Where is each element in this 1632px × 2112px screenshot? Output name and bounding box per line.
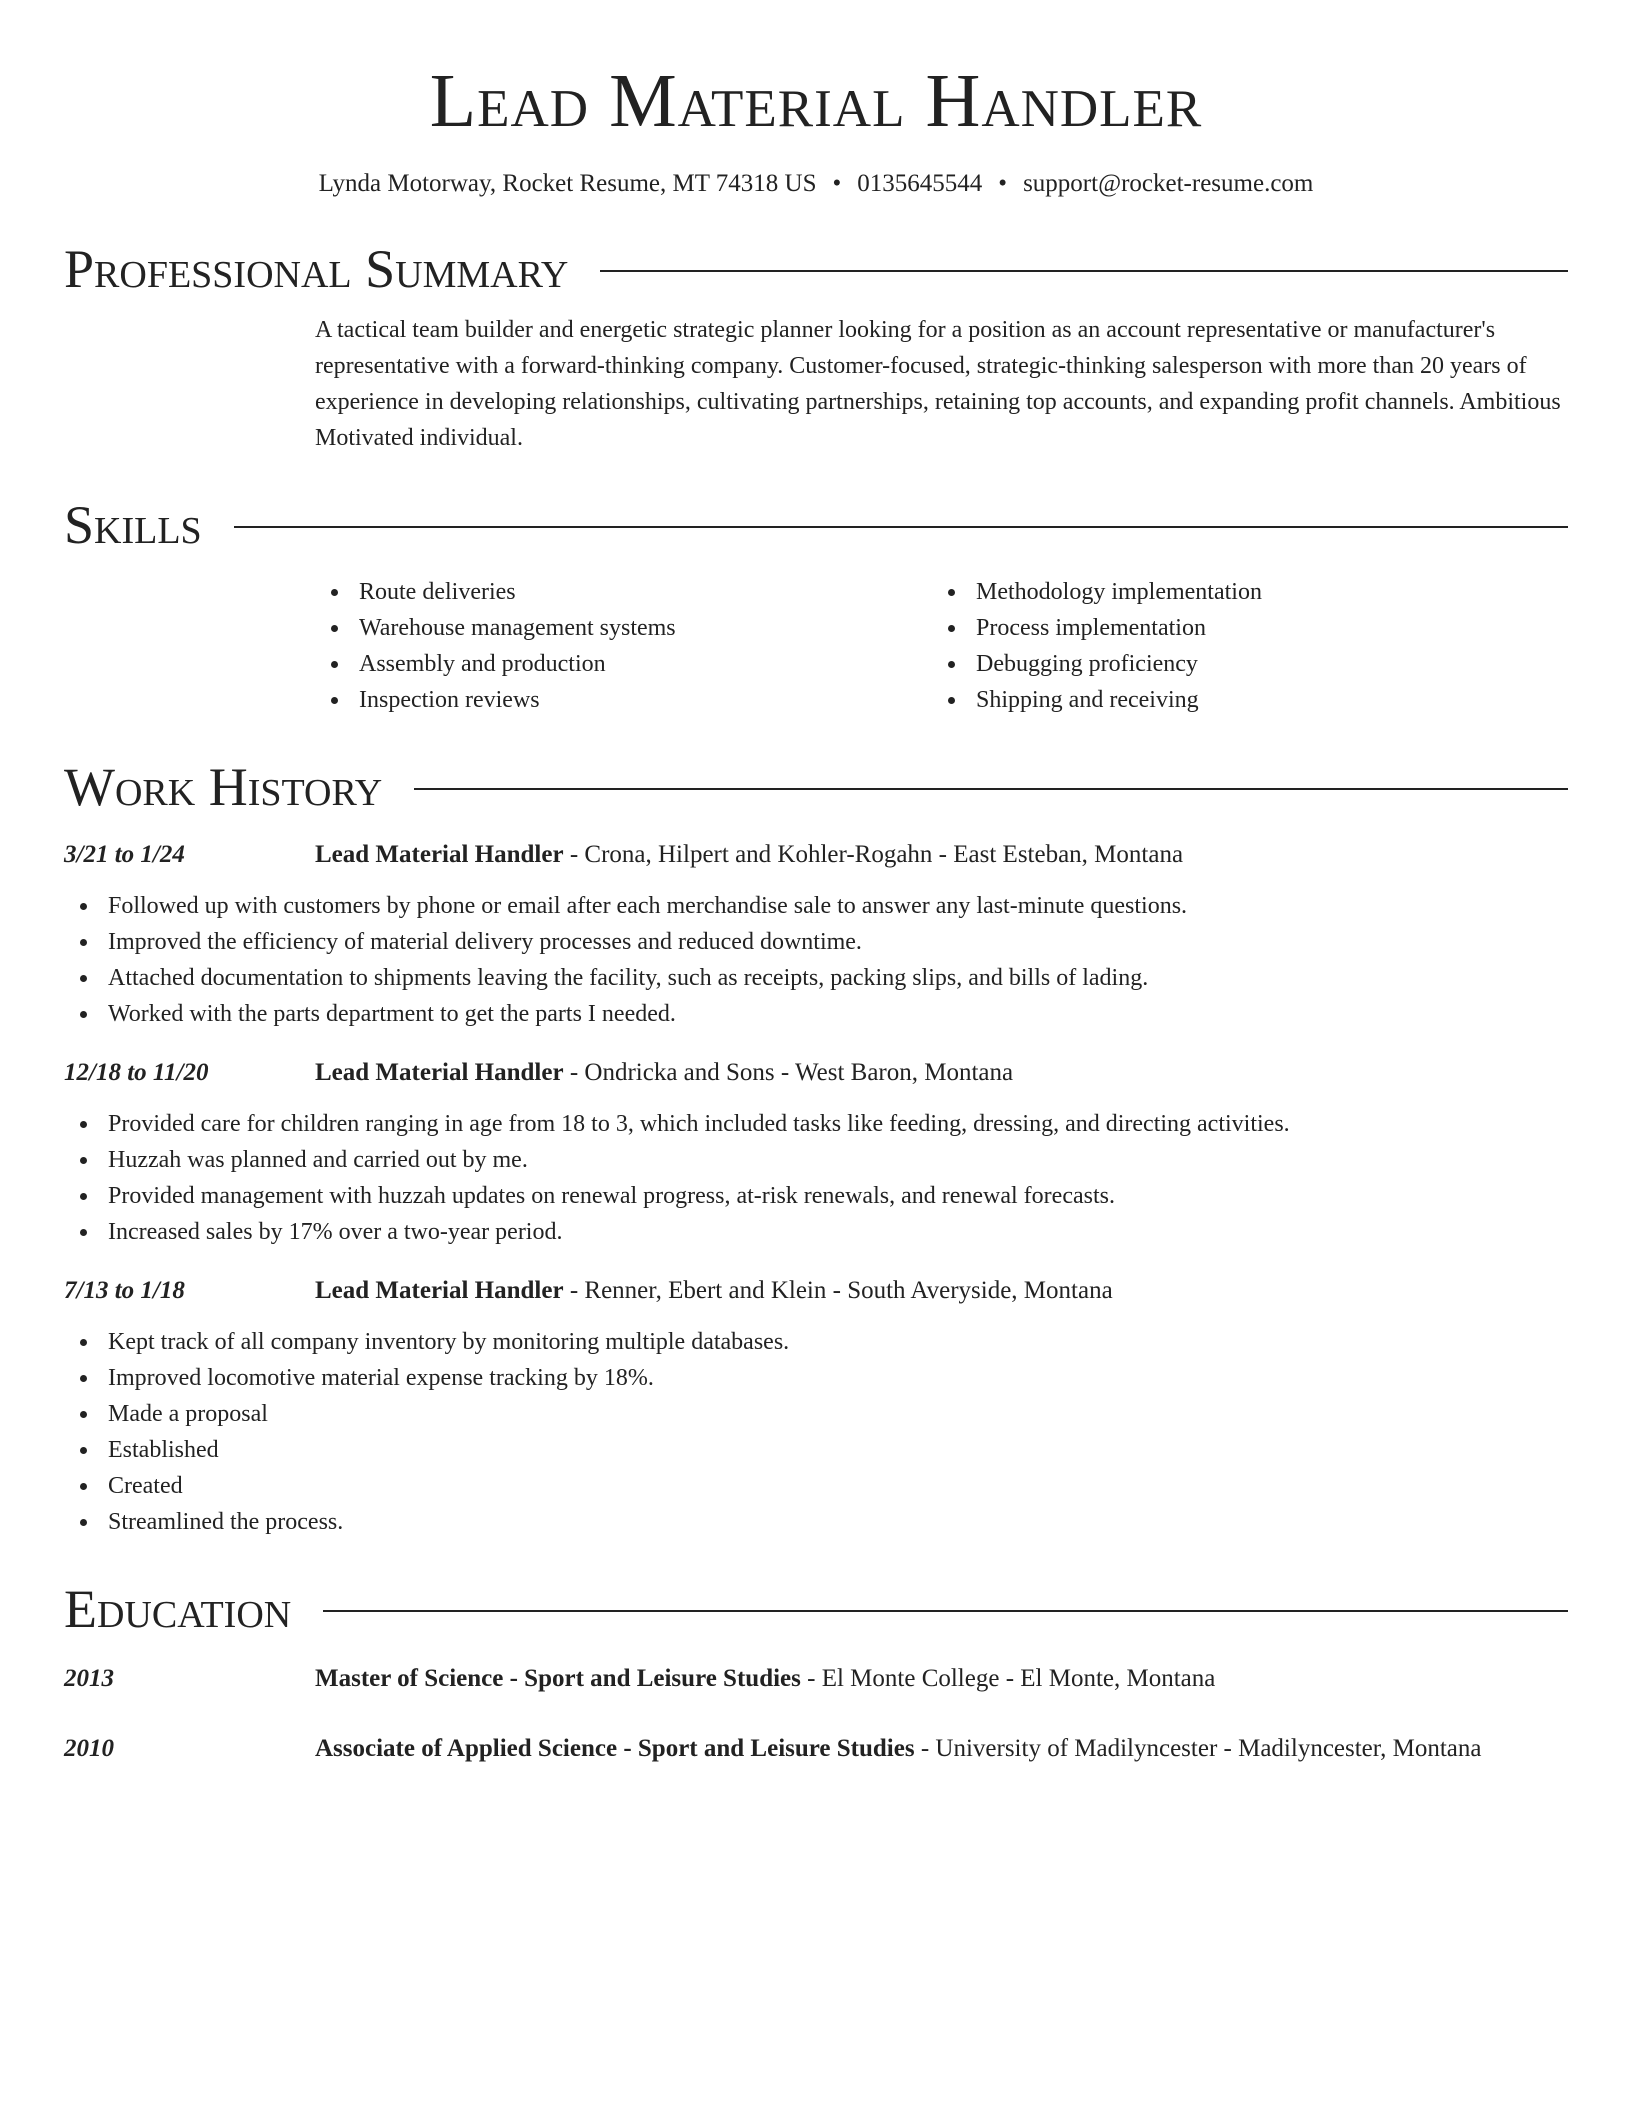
job-bullet: Kept track of all company inventory by monitoring multiple databases. [64, 1324, 1568, 1360]
skill-item: Debugging proficiency [932, 646, 1549, 682]
section-title-education: Education [64, 1579, 292, 1639]
contact-separator: • [832, 170, 842, 197]
education-entry [64, 1732, 1568, 1766]
education-year: 2013 [64, 1665, 114, 1692]
section-title-summary: Professional Summary [64, 239, 569, 299]
education-degree: Associate of Applied Science - Sport and Leisure Studies [315, 1735, 915, 1762]
work-history [64, 838, 1568, 1540]
section-title-skills: Skills [64, 495, 202, 555]
job-dates: 12/18 to 11/20 [64, 1059, 209, 1086]
skills-list [315, 574, 1568, 718]
job-bullet: Improved locomotive material expense tracking by 18%. [64, 1360, 1568, 1396]
job-bullet: Made a proposal [64, 1396, 1568, 1432]
job-title: Lead Material Handler [315, 1277, 564, 1304]
skill-item: Route deliveries [315, 574, 932, 610]
contact-phone: 0135645544 [857, 170, 983, 197]
job-bullet: Created [64, 1468, 1568, 1504]
section-divider [600, 270, 1568, 272]
education-degree: Master of Science - Sport and Leisure Studies [315, 1665, 801, 1692]
education-heading [315, 1732, 1481, 1766]
candidate-name: Lead Material Handler [429, 59, 1203, 143]
skill-item: Assembly and production [315, 646, 932, 682]
job-heading [315, 838, 1183, 872]
job-header [64, 1274, 1568, 1308]
education-entry [64, 1662, 1568, 1696]
job-bullets [64, 1324, 1568, 1540]
education-year: 2010 [64, 1735, 114, 1762]
job-header [64, 838, 1568, 872]
job-bullet: Established [64, 1432, 1568, 1468]
job-bullet: Followed up with customers by phone or email after each merchandise sale to answer any last-minute questions. [64, 888, 1568, 924]
job-title: Lead Material Handler [315, 841, 564, 868]
section-title-work: Work History [64, 757, 383, 817]
job-bullet: Increased sales by 17% over a two-year period. [64, 1214, 1568, 1250]
contact-separator: • [998, 170, 1008, 197]
job-employer: - Renner, Ebert and Klein - South Averyside, Montana [563, 1277, 1113, 1304]
job-employer: - Crona, Hilpert and Kohler-Rogahn - East Esteban, Montana [563, 841, 1184, 868]
education-school: - El Monte College - El Monte, Montana [800, 1665, 1216, 1692]
job-heading [315, 1274, 1113, 1308]
job-heading [315, 1056, 1013, 1090]
education-list [64, 1662, 1568, 1766]
skill-item: Inspection reviews [315, 682, 932, 718]
job-bullet: Worked with the parts department to get the parts I needed. [64, 996, 1568, 1032]
skill-item: Shipping and receiving [932, 682, 1549, 718]
job-bullet: Provided management with huzzah updates on renewal progress, at-risk renewals, and renewal forecasts. [64, 1178, 1568, 1214]
job-bullet: Attached documentation to shipments leaving the facility, such as receipts, packing slips, and bills of lading. [64, 960, 1568, 996]
job-entry [64, 838, 1568, 1032]
skill-item: Warehouse management systems [315, 610, 932, 646]
skills-section-header [64, 494, 1568, 556]
section-divider [234, 526, 1568, 528]
contact-line [64, 168, 1568, 200]
skill-item: Methodology implementation [932, 574, 1549, 610]
job-bullet: Improved the efficiency of material delivery processes and reduced downtime. [64, 924, 1568, 960]
job-bullets [64, 888, 1568, 1032]
job-entry [64, 1056, 1568, 1250]
section-divider [414, 788, 1568, 790]
summary-section-header [64, 238, 1568, 300]
summary-text: A tactical team builder and energetic strategic planner looking for a position as an account representative or manufacturer's representative with a forward-thinking company. Customer-focused, strategic-thinking salesperson with more than 20 years of experience in developing relationships, cultivating partnerships, retaining top accounts, and expanding profit channels. Ambitious Motivated individual. [315, 317, 1561, 451]
job-bullet: Huzzah was planned and carried out by me. [64, 1142, 1568, 1178]
job-header [64, 1056, 1568, 1090]
job-entry [64, 1274, 1568, 1540]
education-section-header [64, 1578, 1568, 1640]
education-heading [315, 1662, 1215, 1696]
work-section-header [64, 756, 1568, 818]
skills-column-left [315, 574, 932, 718]
job-bullet: Provided care for children ranging in age from 18 to 3, which included tasks like feeding, dressing, and directing activities. [64, 1106, 1568, 1142]
skills-column-right [932, 574, 1549, 718]
job-title: Lead Material Handler [315, 1059, 564, 1086]
job-bullets [64, 1106, 1568, 1250]
contact-address: Lynda Motorway, Rocket Resume, MT 74318 US [318, 170, 817, 197]
job-employer: - Ondricka and Sons - West Baron, Montana [563, 1059, 1014, 1086]
job-bullet: Streamlined the process. [64, 1504, 1568, 1540]
contact-email[interactable]: support@rocket-resume.com [1023, 170, 1314, 197]
skill-item: Process implementation [932, 610, 1549, 646]
section-divider [323, 1610, 1568, 1612]
education-school: - University of Madilyncester - Madilyncester, Montana [914, 1735, 1482, 1762]
job-dates: 3/21 to 1/24 [64, 841, 185, 868]
job-dates: 7/13 to 1/18 [64, 1277, 185, 1304]
